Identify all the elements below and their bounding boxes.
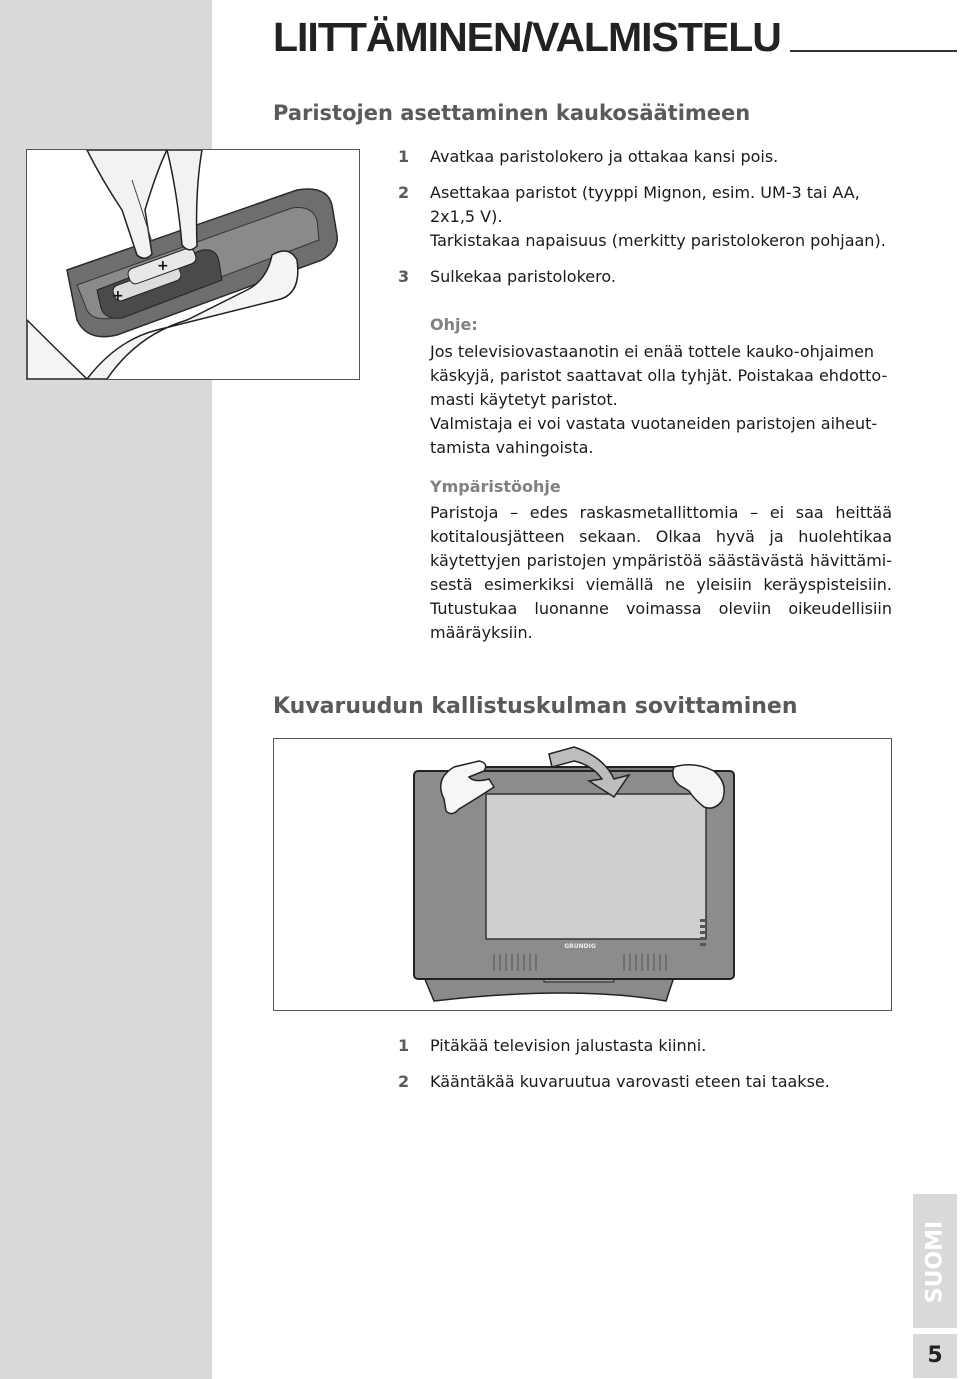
section-heading-batteries: Paristojen asettaminen kaukosäätimeen	[273, 101, 751, 125]
step-number: 1	[398, 1036, 410, 1055]
tilt-step-2	[398, 1070, 898, 1094]
step-number: 2	[398, 183, 410, 202]
step-text: Sulkekaa paristolokero.	[430, 267, 616, 286]
env-line: Paristoja – edes raskasmetallittomia – ei saa heittää	[430, 503, 892, 522]
env-line: käytettyjen paristojen ympäristöä säästävästä hävittämi-	[430, 551, 892, 570]
note-body	[430, 340, 892, 460]
note-line: käskyjä, paristot saattavat olla tyhjät. Poistakaa ehdotto-	[430, 366, 888, 385]
language-label: SUOMI	[922, 1220, 948, 1304]
battery-step-2	[398, 181, 898, 253]
environment-note-heading: Ympäristöohje	[430, 477, 561, 496]
environment-note-body	[430, 501, 892, 645]
note-heading: Ohje:	[430, 315, 478, 334]
env-line: määräyksiin.	[430, 623, 533, 642]
step-text: Pitäkää television jalustasta kiinni.	[430, 1036, 707, 1055]
note-line: tamista vahingoista.	[430, 438, 594, 457]
note-line: Jos televisiovastaanotin ei enää tottele kauko-ohjaimen	[430, 342, 875, 361]
note-line: Valmistaja ei voi vastata vuotaneiden paristojen aiheut-	[430, 414, 878, 433]
page-number: 5	[927, 1343, 943, 1368]
svg-text:+: +	[112, 288, 124, 304]
env-line: Tutustukaa luonanne voimassa oleviin oikeudellisiin	[430, 599, 892, 618]
battery-steps-list	[398, 145, 898, 289]
battery-insertion-illustration	[26, 149, 360, 380]
step-text: Avatkaa paristolokero ja ottakaa kansi pois.	[430, 147, 779, 166]
page-title: LIITTÄMINEN/VALMISTELU	[273, 14, 781, 60]
note-line: masti käytetyt paristot.	[430, 390, 618, 409]
step-number: 1	[398, 147, 410, 166]
svg-text:+: +	[157, 258, 169, 274]
battery-step-3	[398, 265, 898, 289]
tv-brand-logo: GRUNDIG	[564, 943, 596, 950]
title-rule	[790, 50, 957, 52]
step-text: 2x1,5 V).	[430, 207, 503, 226]
step-text: Kääntäkää kuvaruutua varovasti eteen tai taakse.	[430, 1072, 830, 1091]
screen-tilt-illustration	[273, 738, 892, 1011]
step-number: 2	[398, 1072, 410, 1091]
step-number: 3	[398, 267, 410, 286]
battery-step-1	[398, 145, 898, 169]
step-text: Tarkistakaa napaisuus (merkitty paristolokeron pohjaan).	[430, 231, 886, 250]
env-line: kotitalousjätteen sekaan. Olkaa hyvä ja huolehtikaa	[430, 527, 892, 546]
tilt-steps-list	[398, 1034, 898, 1094]
env-line: sestä esimerkiksi viemällä ne yleisiin keräyspisteisiin.	[430, 575, 892, 594]
tilt-step-1	[398, 1034, 898, 1058]
section-heading-tilt: Kuvaruudun kallistuskulman sovittaminen	[273, 694, 798, 719]
step-text: Asettakaa paristot (tyyppi Mignon, esim. UM-3 tai AA,	[430, 183, 860, 202]
